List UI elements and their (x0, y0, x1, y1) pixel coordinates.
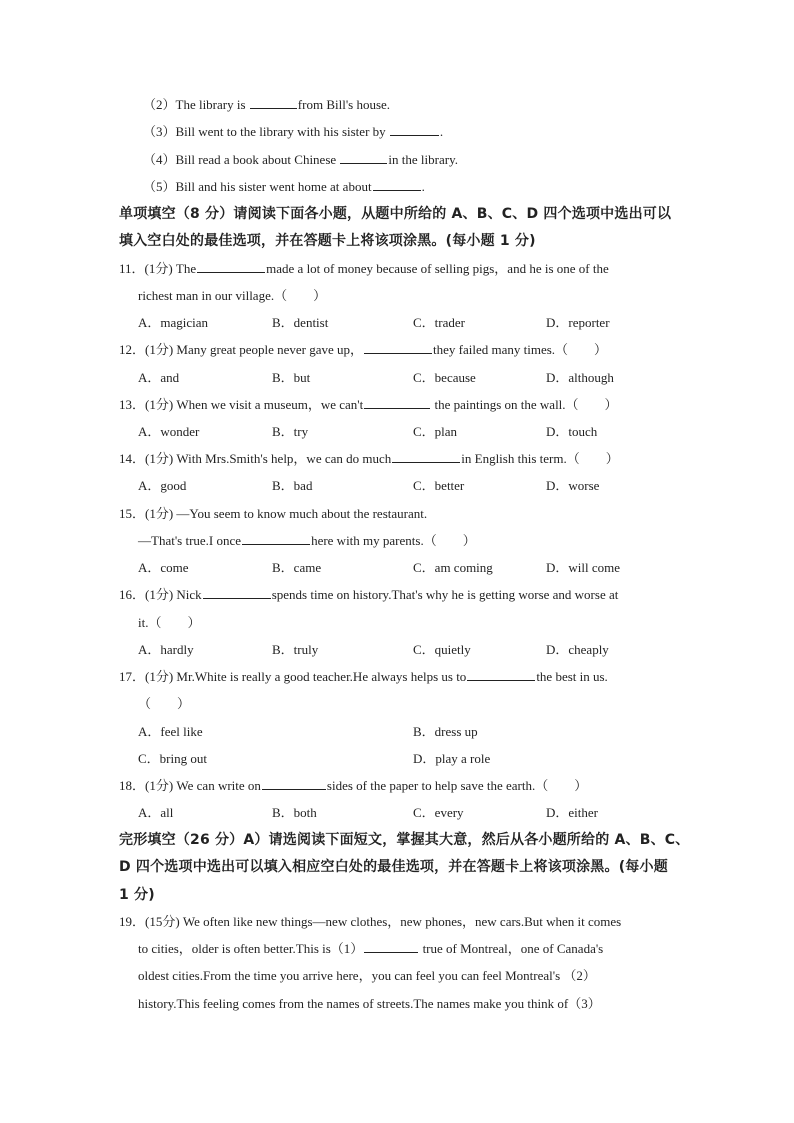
question-text: spends time on history.That's why he is getting worse and worse at (271, 587, 619, 602)
question-text: to cities，older is often better.This is（1） (138, 941, 364, 956)
question-text: the paintings on the wall.（ ） (431, 397, 618, 412)
question-text: . (439, 124, 444, 139)
question-text: 12．(1分) Many great people never gave up， (119, 342, 364, 357)
option-a[interactable]: A．magician (138, 315, 209, 330)
question-text: . (421, 179, 425, 194)
question-text: 17．(1分) Mr.White is really a good teacher.He always helps us to (119, 669, 467, 684)
question-11-cont: richest man in our village.（ ） (138, 288, 327, 303)
question-11 (119, 260, 609, 278)
answer-blank[interactable] (262, 777, 326, 790)
question-text: （5）Bill and his sister went home at about (143, 179, 372, 194)
question-18 (119, 777, 587, 795)
question-16 (119, 586, 618, 604)
option-c[interactable]: C．bring out (138, 751, 207, 766)
answer-blank[interactable] (390, 123, 439, 136)
question-17 (119, 668, 608, 686)
option-d[interactable]: D．either (546, 805, 598, 820)
section-heading-cloze-cont: D 四个选项中选出可以填入相应空白处的最佳选项，并在答题卡上将该项涂黑。(每小题 (119, 859, 668, 875)
question-text: （2）The library is (143, 97, 249, 112)
question-text: made a lot of money because of selling pigs，and he is one of the (266, 261, 609, 276)
section-heading-single-choice-cont: 填入空白处的最佳选项，并在答题卡上将该项涂黑。(每小题 1 分) (119, 233, 536, 249)
option-d[interactable]: D．will come (546, 560, 621, 575)
option-b[interactable]: B．dress up (413, 724, 478, 739)
question-text: in the library. (388, 152, 458, 167)
question-text: here with my parents.（ ） (311, 533, 476, 548)
question-17-cont: （ ） (138, 696, 191, 711)
option-d[interactable]: D．worse (546, 478, 600, 493)
option-d[interactable]: D．reporter (546, 315, 610, 330)
passage-line: history.This feeling comes from the names of streets.The names make you think of（3） (138, 996, 601, 1011)
passage-line (138, 940, 603, 958)
answer-blank[interactable] (242, 532, 310, 545)
question-19: 19．(15分) We often like new things—new clothes，new phones，new cars.But when it comes (119, 914, 622, 929)
option-b[interactable]: B．came (272, 560, 322, 575)
question-text: （3）Bill went to the library with his sister by (143, 124, 389, 139)
answer-blank[interactable] (364, 396, 430, 409)
question-text: the best in us. (536, 669, 608, 684)
reading-question-4 (143, 151, 458, 169)
option-a[interactable]: A．all (138, 805, 174, 820)
option-d[interactable]: D．cheaply (546, 642, 609, 657)
option-d[interactable]: D．touch (546, 424, 598, 439)
option-c[interactable]: C．every (413, 805, 464, 820)
answer-blank[interactable] (392, 450, 460, 463)
answer-blank[interactable] (467, 668, 535, 681)
option-d[interactable]: D．play a role (413, 751, 491, 766)
option-b[interactable]: B．bad (272, 478, 313, 493)
question-14 (119, 450, 619, 468)
question-text: —That's true.I once (138, 533, 242, 548)
question-text: sides of the paper to help save the earth.（ ） (326, 778, 588, 793)
answer-blank[interactable] (373, 178, 421, 191)
option-d[interactable]: D．although (546, 370, 614, 385)
question-text: true of Montreal，one of Canada's (419, 941, 604, 956)
option-b[interactable]: B．truly (272, 642, 319, 657)
question-text: 16．(1分) Nick (119, 587, 202, 602)
option-c[interactable]: C．because (413, 370, 476, 385)
option-b[interactable]: B．dentist (272, 315, 329, 330)
option-b[interactable]: B．both (272, 805, 317, 820)
answer-blank[interactable] (197, 260, 265, 273)
option-b[interactable]: B．but (272, 370, 311, 385)
option-c[interactable]: C．trader (413, 315, 465, 330)
option-a[interactable]: A．good (138, 478, 187, 493)
answer-blank[interactable] (340, 151, 387, 164)
option-b[interactable]: B．try (272, 424, 309, 439)
question-text: they failed many times.（ ） (433, 342, 608, 357)
question-text: from Bill's house. (297, 97, 391, 112)
option-c[interactable]: C．am coming (413, 560, 493, 575)
reading-question-5 (143, 178, 425, 196)
option-a[interactable]: A．feel like (138, 724, 203, 739)
reading-question-2 (143, 96, 390, 114)
reading-question-3 (143, 123, 443, 141)
question-15: 15．(1分) —You seem to know much about the restaurant. (119, 506, 428, 521)
option-a[interactable]: A．and (138, 370, 180, 385)
question-text: 13．(1分) When we visit a museum，we can't (119, 397, 364, 412)
answer-blank[interactable] (364, 940, 418, 953)
question-text: 11．(1分) The (119, 261, 197, 276)
passage-line: oldest cities.From the time you arrive here，you can feel you can feel Montreal's （2） (138, 968, 596, 983)
answer-blank[interactable] (250, 96, 297, 109)
option-a[interactable]: A．come (138, 560, 189, 575)
question-text: （4）Bill read a book about Chinese (143, 152, 340, 167)
section-heading-cloze: 完形填空（26 分）A）请选阅读下面短文，掌握其大意，然后从各小题所给的 A、B、C、 (119, 832, 690, 848)
section-heading-single-choice: 单项填空（8 分）请阅读下面各小题，从题中所给的 A、B、C、D 四个选项中选出可以 (119, 206, 672, 222)
answer-blank[interactable] (203, 586, 271, 599)
question-12 (119, 341, 607, 359)
question-text: 18．(1分) We can write on (119, 778, 261, 793)
question-16-cont: it.（ ） (138, 615, 201, 630)
question-13 (119, 396, 618, 414)
option-c[interactable]: C．better (413, 478, 465, 493)
option-a[interactable]: A．wonder (138, 424, 200, 439)
question-15-cont (138, 532, 476, 550)
option-c[interactable]: C．quietly (413, 642, 471, 657)
section-heading-cloze-cont2: 1 分) (119, 887, 155, 903)
answer-blank[interactable] (364, 341, 432, 354)
option-a[interactable]: A．hardly (138, 642, 194, 657)
question-text: in English this term.（ ） (461, 451, 619, 466)
option-c[interactable]: C．plan (413, 424, 458, 439)
question-text: 14．(1分) With Mrs.Smith's help，we can do much (119, 451, 392, 466)
